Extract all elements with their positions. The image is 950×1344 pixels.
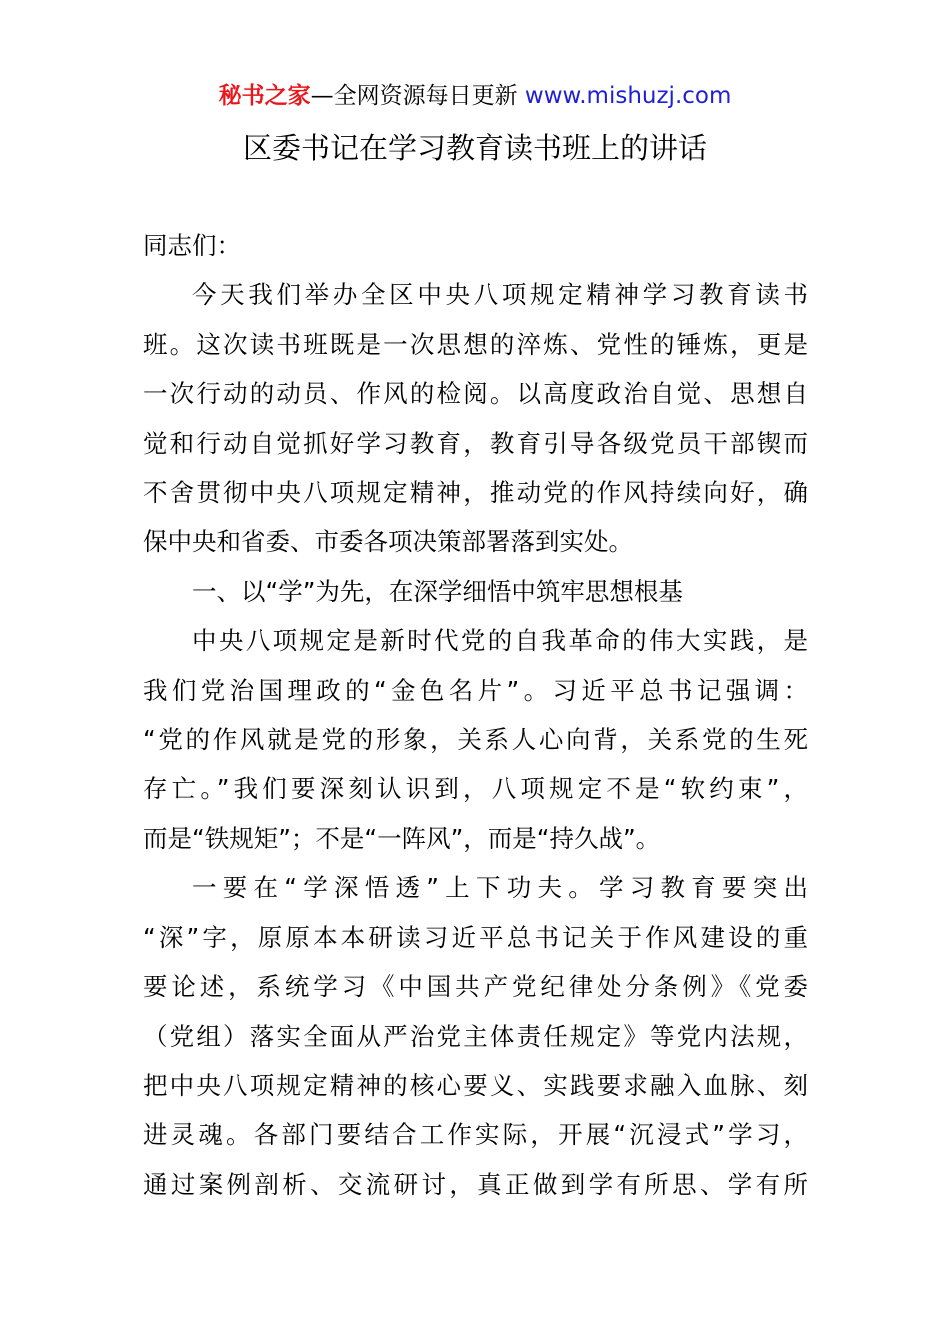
body-line: 同志们： — [143, 231, 241, 260]
body-line: 一次行动的动员、作风的检阅。以高度政治自觉、思想自 — [143, 379, 808, 409]
body-line: “党的作风就是党的形象，关系人心向背，关系党的生死 — [143, 725, 808, 755]
body-line: 我们党治国理政的“金色名片”。习近平总书记强调： — [143, 675, 808, 705]
body-line: 班。这次读书班既是一次思想的淬炼、党性的锤炼，更是 — [143, 329, 808, 359]
paragraph-section-1 — [143, 616, 808, 863]
body-line: 把中央八项规定精神的核心要义、实践要求融入血脉、刻 — [143, 1070, 808, 1100]
body-line: 觉和行动自觉抓好学习教育，教育引导各级党员干部锲而 — [143, 428, 808, 458]
section-heading — [143, 567, 808, 616]
body-line: 中央八项规定是新时代党的自我革命的伟大实践，是 — [192, 626, 808, 656]
body-line: 保中央和省委、市委各项决策部署落到实处。 — [143, 527, 633, 557]
document-body — [143, 221, 808, 1209]
body-line: 今天我们举办全区中央八项规定精神学习教育读书 — [192, 280, 808, 310]
body-line: 通过案例剖析、交流研讨，真正做到学有所思、学有所 — [143, 1169, 808, 1199]
document-title: 区委书记在学习教育读书班上的讲话 — [242, 131, 707, 165]
brand-name: 秘书之家 — [218, 83, 311, 109]
salutation — [143, 221, 808, 270]
body-line: 存亡。”我们要深刻认识到，八项规定不是“软约束”， — [143, 774, 808, 804]
paragraph-point-1 — [143, 863, 808, 1209]
body-line: 不舍贯彻中央八项规定精神，推动党的作风持续向好，确 — [143, 478, 808, 508]
body-line: 一、以“学”为先，在深学细悟中筑牢思想根基 — [192, 576, 683, 606]
body-line: “深”字，原原本本研读习近平总书记关于作风建设的重 — [143, 922, 808, 952]
site-url-link[interactable]: www.mishuzj.com — [524, 83, 732, 109]
site-banner — [0, 80, 950, 112]
paragraph-intro — [143, 270, 808, 566]
banner-tagline: —全网资源每日更新 — [310, 83, 518, 109]
body-line: 要论述，系统学习《中国共产党纪律处分条例》《党委 — [143, 972, 808, 1002]
body-line: 进灵魂。各部门要结合工作实际，开展“沉浸式”学习， — [143, 1120, 808, 1150]
body-line: 而是“铁规矩”；不是“一阵风”，而是“持久战”。 — [143, 823, 661, 853]
body-line: 一要在“学深悟透”上下功夫。学习教育要突出 — [192, 873, 808, 903]
body-line: （党组）落实全面从严治党主体责任规定》等党内法规， — [143, 1021, 808, 1051]
